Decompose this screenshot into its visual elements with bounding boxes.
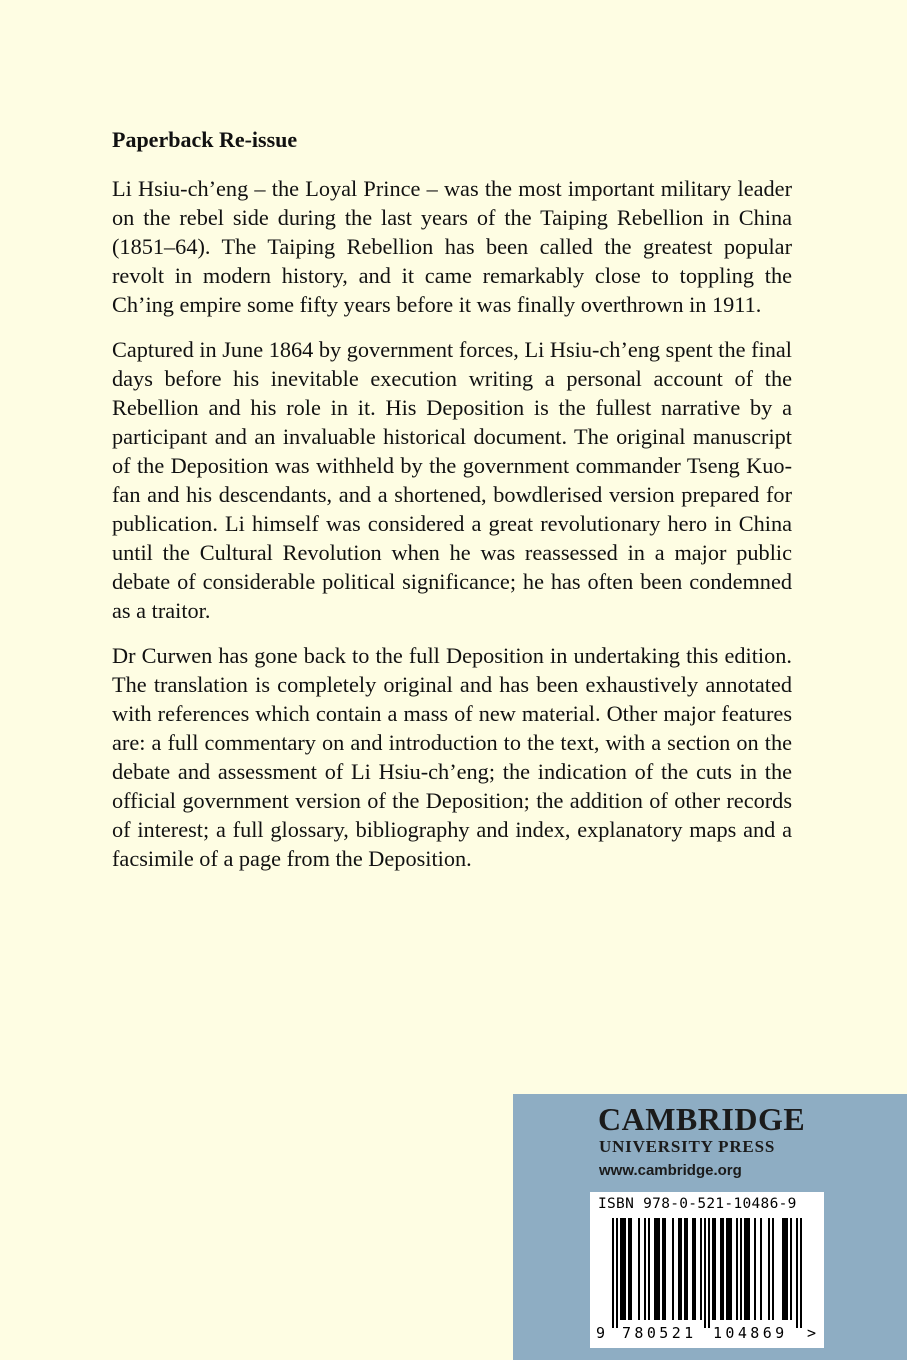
barcode-bar <box>754 1218 756 1320</box>
cover-heading: Paperback Re-issue <box>112 127 298 152</box>
barcode-bar <box>730 1218 732 1320</box>
back-cover-text <box>112 124 792 889</box>
barcode-bar <box>662 1218 664 1320</box>
barcode-bar <box>622 1218 624 1320</box>
barcode-bar <box>760 1218 762 1320</box>
barcode-bar <box>740 1218 742 1320</box>
barcode-group-2: 104869 <box>713 1324 788 1342</box>
barcode-bar <box>656 1218 658 1320</box>
publisher-name: CAMBRIDGE <box>598 1101 806 1137</box>
barcode-bar <box>784 1218 786 1320</box>
barcode-bar <box>624 1218 626 1320</box>
barcode-group-1: 780521 <box>622 1324 697 1342</box>
barcode-bar <box>680 1218 682 1320</box>
barcode-bar <box>714 1218 716 1320</box>
barcode-bar <box>800 1218 802 1328</box>
barcode-bar <box>692 1218 694 1320</box>
barcode-quiet-mark: > <box>807 1324 817 1342</box>
barcode-bar <box>694 1218 696 1320</box>
barcode-bar <box>748 1218 750 1320</box>
barcode-bar <box>720 1218 722 1320</box>
isbn-label: ISBN 978-0-521-10486-9 <box>598 1196 797 1212</box>
barcode-bar <box>658 1218 660 1320</box>
blurb-paragraph-1: Li Hsiu-ch’eng – the Loyal Prince – was the most important military leader on the rebel side during the last years of the Taiping Rebellion in China (1851–64). The Taiping Rebellion has been called the greatest popular revolt in modern history, and it came remarkably close to toppling the Ch’ing empire some fifty years before it was finally overthrown in 1911. <box>112 176 792 317</box>
barcode-bar <box>664 1218 666 1320</box>
barcode-bar <box>712 1218 714 1320</box>
barcode-lead-digit: 9 <box>596 1324 606 1342</box>
barcode-bar <box>782 1218 784 1320</box>
barcode-bar <box>648 1218 650 1320</box>
barcode-bar <box>796 1218 798 1328</box>
barcode-bar <box>616 1218 618 1328</box>
barcode-bar <box>638 1218 640 1320</box>
barcode-bar <box>620 1218 622 1320</box>
publisher-box <box>513 1094 907 1360</box>
barcode-bar <box>644 1218 646 1320</box>
barcode-bar <box>628 1218 630 1320</box>
barcode-bar <box>686 1218 688 1320</box>
barcode-bar <box>726 1218 728 1320</box>
barcode-bar <box>708 1218 710 1328</box>
barcode-panel <box>590 1192 824 1348</box>
publisher-subtitle: UNIVERSITY PRESS <box>599 1137 776 1156</box>
barcode-bar <box>772 1218 774 1320</box>
barcode-bar <box>654 1218 656 1320</box>
blurb-paragraph-3: Dr Curwen has gone back to the full Deposition in undertaking this edition. The translation is completely original and has been exhaustively annotated with references which contain a mass of new material. Other major features are: a full commentary on and introduction to the text, with a section on the debate and assessment of Li Hsiu-ch’eng; the indication of the cuts in the official government version of the Deposition; the addition of other records of interest; a full glossary, bibliography and index, explanatory maps and a facsimile of a page from the Deposition. <box>112 643 792 871</box>
barcode-bar <box>746 1218 748 1320</box>
barcode-bar <box>786 1218 788 1320</box>
blurb-paragraph-2: Captured in June 1864 by government forces, Li Hsiu-ch’eng spent the final days before his inevitable execution writing a personal account of the Rebellion and his role in it. His Deposition is the fullest narrative by a participant and an invaluable historical document. The original manuscript of the Deposition was withheld by the government commander Tseng Kuo-fan and his descendants, and a shortened, bowdlerised version prepared for publication. Li himself was considered a great revolutionary hero in China until the Cultural Revolution when he was reassessed in a major public debate of considerable political significance; he has often been condemned as a traitor. <box>112 337 792 623</box>
barcode-bar <box>678 1218 680 1320</box>
publisher-url: www.cambridge.org <box>599 1162 742 1179</box>
barcode-bar <box>630 1218 632 1320</box>
barcode-bar <box>684 1218 686 1320</box>
barcode-bar <box>612 1218 614 1328</box>
barcode-bar <box>704 1218 706 1328</box>
barcode-bar <box>768 1218 770 1320</box>
barcode-bar <box>700 1218 702 1320</box>
barcode-bar <box>672 1218 674 1320</box>
barcode-bar <box>736 1218 738 1320</box>
barcode-bar <box>744 1218 746 1320</box>
barcode-bar <box>722 1218 724 1320</box>
barcode-bar <box>790 1218 792 1320</box>
barcode-bar <box>728 1218 730 1320</box>
